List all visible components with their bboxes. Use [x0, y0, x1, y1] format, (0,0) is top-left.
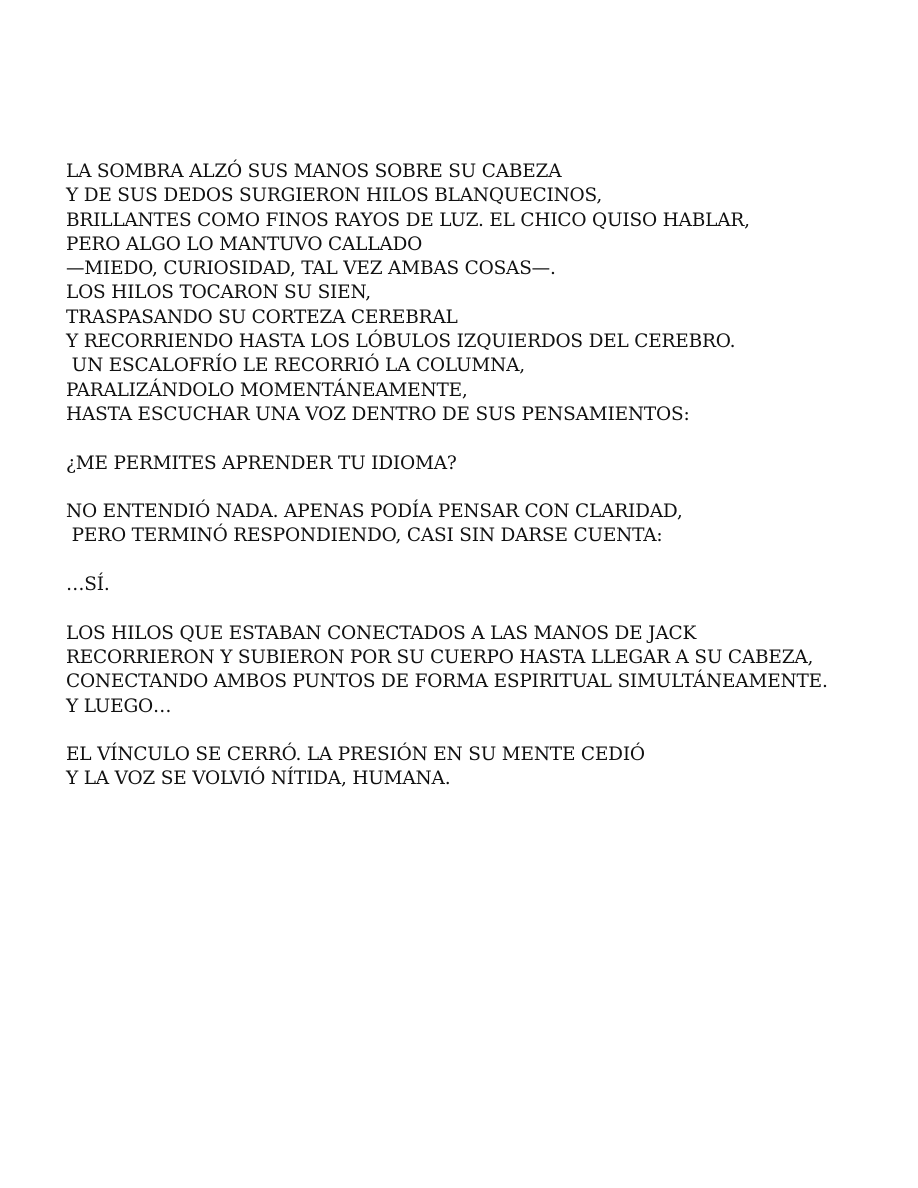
text-line: Y LUEGO…: [66, 695, 172, 717]
paragraph-6: [66, 743, 866, 792]
text-line: Y RECORRIENDO HASTA LOS LÓBULOS IZQUIERDOS DEL CEREBRO.: [66, 331, 736, 353]
text-line: UN ESCALOFRÍO LE RECORRIÓ LA COLUMNA,: [66, 355, 525, 377]
text-line: ¿ME PERMITES APRENDER TU IDIOMA?: [66, 452, 457, 474]
text-line: —MIEDO, CURIOSIDAD, TAL VEZ AMBAS COSAS—.: [66, 258, 556, 280]
paragraph-1: [66, 160, 866, 427]
text-line: PERO TERMINÓ RESPONDIENDO, CASI SIN DARSE CUENTA:: [66, 525, 663, 547]
text-line: …SÍ.: [66, 574, 110, 596]
text-line: Y DE SUS DEDOS SURGIERON HILOS BLANQUECINOS,: [66, 185, 603, 207]
text-line: RECORRIERON Y SUBIERON POR SU CUERPO HASTA LLEGAR A SU CABEZA,: [66, 646, 814, 668]
text-line: BRILLANTES COMO FINOS RAYOS DE LUZ. EL CHICO QUISO HABLAR,: [66, 209, 750, 231]
text-line: HASTA ESCUCHAR UNA VOZ DENTRO DE SUS PENSAMIENTOS:: [66, 403, 690, 425]
text-line: PERO ALGO LO MANTUVO CALLADO: [66, 233, 423, 255]
paragraph-3: [66, 500, 866, 549]
text-line: LOS HILOS QUE ESTABAN CONECTADOS A LAS MANOS DE JACK: [66, 622, 697, 644]
text-line: LA SOMBRA ALZÓ SUS MANOS SOBRE SU CABEZA: [66, 161, 562, 182]
text-line: CONECTANDO AMBOS PUNTOS DE FORMA ESPIRITUAL SIMULTÁNEAMENTE.: [66, 671, 828, 693]
story-text: [66, 160, 866, 816]
paragraph-4: [66, 573, 866, 597]
text-line: Y LA VOZ SE VOLVIÓ NÍTIDA, HUMANA.: [66, 768, 451, 790]
text-line: PARALIZÁNDOLO MOMENTÁNEAMENTE,: [66, 379, 468, 401]
text-line: EL VÍNCULO SE CERRÓ. LA PRESIÓN EN SU MENTE CEDIÓ: [66, 744, 645, 766]
text-line: NO ENTENDIÓ NADA. APENAS PODÍA PENSAR CON CLARIDAD,: [66, 501, 683, 523]
paragraph-5: [66, 622, 866, 719]
text-line: TRASPASANDO SU CORTEZA CEREBRAL: [66, 306, 458, 328]
text-line: LOS HILOS TOCARON SU SIEN,: [66, 282, 371, 304]
paragraph-2: [66, 452, 866, 476]
